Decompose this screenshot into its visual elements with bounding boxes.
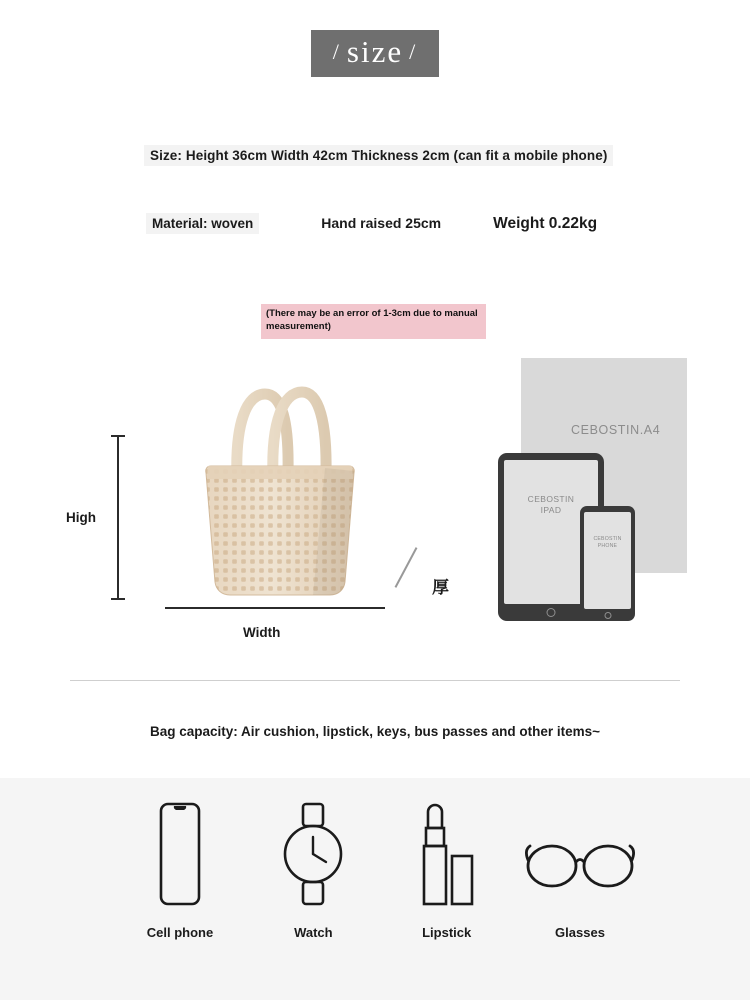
- device-comparison-group: [492, 358, 687, 618]
- watch-icon: [253, 798, 373, 908]
- phone-device: [580, 506, 635, 621]
- a4-label: CEBOSTIN.A4: [571, 423, 661, 437]
- capacity-item-glasses: [520, 798, 640, 940]
- title-slash-left: /: [332, 39, 341, 64]
- page-header: [0, 30, 750, 77]
- thickness-tick: [395, 547, 418, 588]
- capacity-item-label: Watch: [294, 925, 333, 940]
- section-divider: [70, 680, 680, 681]
- capacity-item-label: Cell phone: [146, 925, 214, 940]
- phone-label-line2: PHONE: [597, 543, 618, 550]
- capacity-items-row: [120, 798, 640, 940]
- capacity-item-label: Lipstick: [422, 925, 472, 940]
- capacity-item-watch: [253, 798, 373, 940]
- woven-bag-image: [185, 350, 375, 615]
- size-spec-line: Size: Height 36cm Width 42cm Thickness 2cm (can fit a mobile phone): [144, 145, 613, 166]
- height-measure-cap-bottom: [111, 598, 125, 600]
- phone-label-line1: CEBOSTIN: [593, 536, 622, 542]
- height-measure-cap-top: [111, 435, 125, 437]
- phone-screen: [584, 512, 631, 609]
- cell-phone-icon: [120, 798, 240, 908]
- material-spec: Material: woven: [146, 213, 259, 234]
- weight-spec: Weight 0.22kg: [493, 215, 598, 232]
- capacity-item-label: Glasses: [555, 925, 605, 940]
- ipad-label-line2: IPAD: [540, 505, 562, 516]
- phone-screen-label: [584, 536, 631, 551]
- product-diagram: [0, 330, 750, 670]
- thickness-label: 厚: [432, 578, 449, 597]
- title-slash-right: /: [409, 39, 418, 64]
- page-title: size: [346, 34, 404, 69]
- lipstick-icon: [387, 798, 507, 908]
- hand-raised-spec: Hand raised 25cm: [321, 215, 442, 231]
- phone-home-button: [604, 612, 611, 619]
- bag-capacity-text: Bag capacity: Air cushion, lipstick, keys, bus passes and other items~: [149, 724, 601, 739]
- glasses-icon: [520, 798, 640, 908]
- capacity-item-lipstick: [387, 798, 507, 940]
- capacity-items-strip: [0, 778, 750, 1000]
- height-label: High: [66, 510, 96, 525]
- width-label: Width: [243, 625, 281, 640]
- spec-row: [146, 213, 616, 234]
- height-measure-line: [117, 435, 119, 600]
- ipad-label-line1: CEBOSTIN: [527, 494, 575, 504]
- capacity-item-cell-phone: [120, 798, 240, 940]
- ipad-home-button: [547, 608, 556, 617]
- measurement-error-note: (There may be an error of 1-3cm due to manual measurement): [261, 304, 486, 339]
- page-title-badge: [311, 30, 439, 77]
